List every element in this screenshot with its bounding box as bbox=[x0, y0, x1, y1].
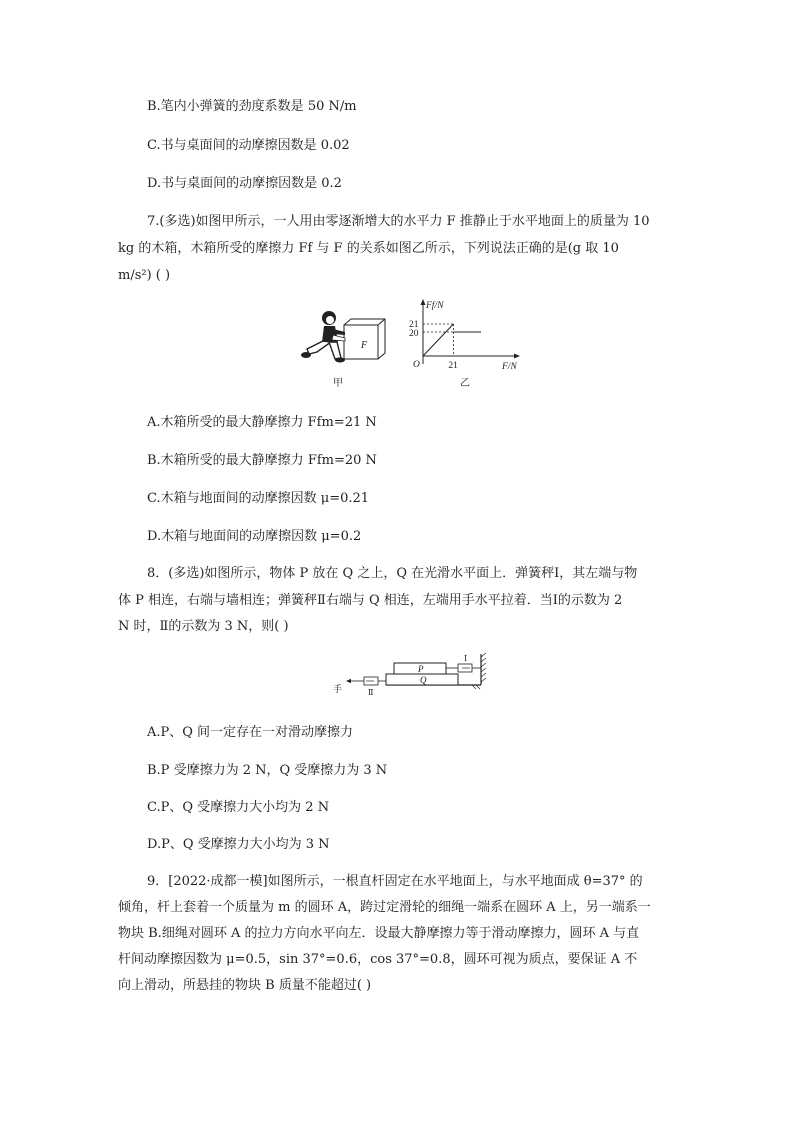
q7-stem-line2: kg 的木箱，木箱所受的摩擦力 Ff 与 F 的关系如图乙所示，下列说法正确的是(g 取 10 bbox=[118, 241, 619, 256]
q6-option-b: B.笔内小弹簧的劲度系数是 50 N/m bbox=[147, 99, 357, 114]
block-p-label: P bbox=[418, 664, 424, 674]
y-tick-label-20: 20 bbox=[409, 329, 419, 339]
spring-scale-1-label: Ⅰ bbox=[464, 654, 468, 663]
q9-stem-line2: 倾角，杆上套着一个质量为 m 的圆环 A，跨过定滑轮的细绳一端系在圆环 A 上，另一端系一 bbox=[118, 900, 651, 915]
q6-option-c: C.书与桌面间的动摩擦因数是 0.02 bbox=[147, 138, 350, 153]
y-axis-label: Ff/N bbox=[426, 301, 444, 311]
q8-option-b: B.P 受摩擦力为 2 N，Q 受摩擦力为 3 N bbox=[147, 763, 388, 778]
q7-option-c: C.木箱与地面间的动摩擦因数 μ=0.21 bbox=[147, 491, 370, 506]
q8-option-a: A.P、Q 间一定存在一对滑动摩擦力 bbox=[147, 725, 354, 740]
q7-option-b: B.木箱所受的最大静摩擦力 Ffm=20 N bbox=[147, 453, 377, 468]
q7-figure-svg bbox=[295, 296, 535, 392]
q7-stem-line3: m/s²) ( ) bbox=[118, 268, 171, 283]
y-axis-arrow bbox=[421, 299, 426, 305]
q7-caption-jia: 甲 bbox=[333, 378, 343, 389]
person-shoe bbox=[301, 352, 311, 358]
y-tick-label-21: 21 bbox=[409, 320, 419, 330]
q8-figure-svg bbox=[332, 651, 492, 697]
q9-stem-line4: 杆间动摩擦因数为 μ=0.5，sin 37°=0.6，cos 37°=0.8，圆环可视为质点，要保证 A 不 bbox=[118, 952, 638, 967]
q7-option-d: D.木箱与地面间的动摩擦因数 μ=0.2 bbox=[147, 529, 362, 544]
box-force-label: F bbox=[361, 340, 368, 351]
q8-option-d: D.P、Q 受摩擦力大小均为 3 N bbox=[147, 837, 330, 852]
q8-figure bbox=[332, 651, 492, 697]
q7-option-a: A.木箱所受的最大静摩擦力 Ffm=21 N bbox=[147, 415, 377, 430]
q9-stem-line3: 物块 B.细绳对圆环 A 的拉力方向水平向左．设最大静摩擦力等于滑动摩擦力，圆环 A 与直 bbox=[118, 926, 640, 941]
hand-label: 手 bbox=[333, 684, 343, 694]
q8-option-c: C.P、Q 受摩擦力大小均为 2 N bbox=[147, 800, 330, 815]
q8-stem-line2: 体 P 相连，右端与墙相连；弹簧秤Ⅱ右端与 Q 相连，左端用手水平拉着．当Ⅰ的示数为 2 bbox=[118, 593, 623, 608]
q9-stem-line5: 向上滑动，所悬挂的物块 B 质量不能超过( ) bbox=[118, 978, 372, 993]
q7-stem-line1: 7.(多选)如图甲所示，一人用由零逐渐增大的水平力 F 推静止于水平地面上的质量为 10 bbox=[147, 214, 650, 229]
block-q-label: Q bbox=[420, 675, 427, 685]
x-axis-label: F/N bbox=[502, 362, 517, 372]
q8-stem-line3: N 时，Ⅱ的示数为 3 N，则( ) bbox=[118, 619, 289, 634]
person-pushing-illustration bbox=[301, 311, 385, 389]
spring-scale-2-label: Ⅱ bbox=[368, 688, 374, 697]
q6-option-d: D.书与桌面间的动摩擦因数是 0.2 bbox=[147, 176, 342, 191]
wall-hatching bbox=[481, 653, 486, 682]
pull-arrow-icon bbox=[346, 679, 351, 683]
q7-caption-yi: 乙 bbox=[460, 378, 470, 389]
x-tick-label-21: 21 bbox=[448, 361, 458, 371]
q7-figure bbox=[295, 296, 535, 392]
origin-label: O bbox=[413, 360, 420, 370]
q8-stem-line1: 8．(多选)如图所示，物体 P 放在 Q 之上，Q 在光滑水平面上．弹簧秤Ⅰ，其左端与物 bbox=[147, 566, 638, 581]
x-axis-arrow bbox=[514, 354, 520, 359]
q9-stem-line1: 9．[2022·成都一模]如图所示，一根直杆固定在水平地面上，与水平地面成 θ=37° 的 bbox=[147, 874, 643, 889]
ff-vs-f-graph bbox=[409, 299, 520, 389]
static-friction-line bbox=[423, 324, 453, 356]
